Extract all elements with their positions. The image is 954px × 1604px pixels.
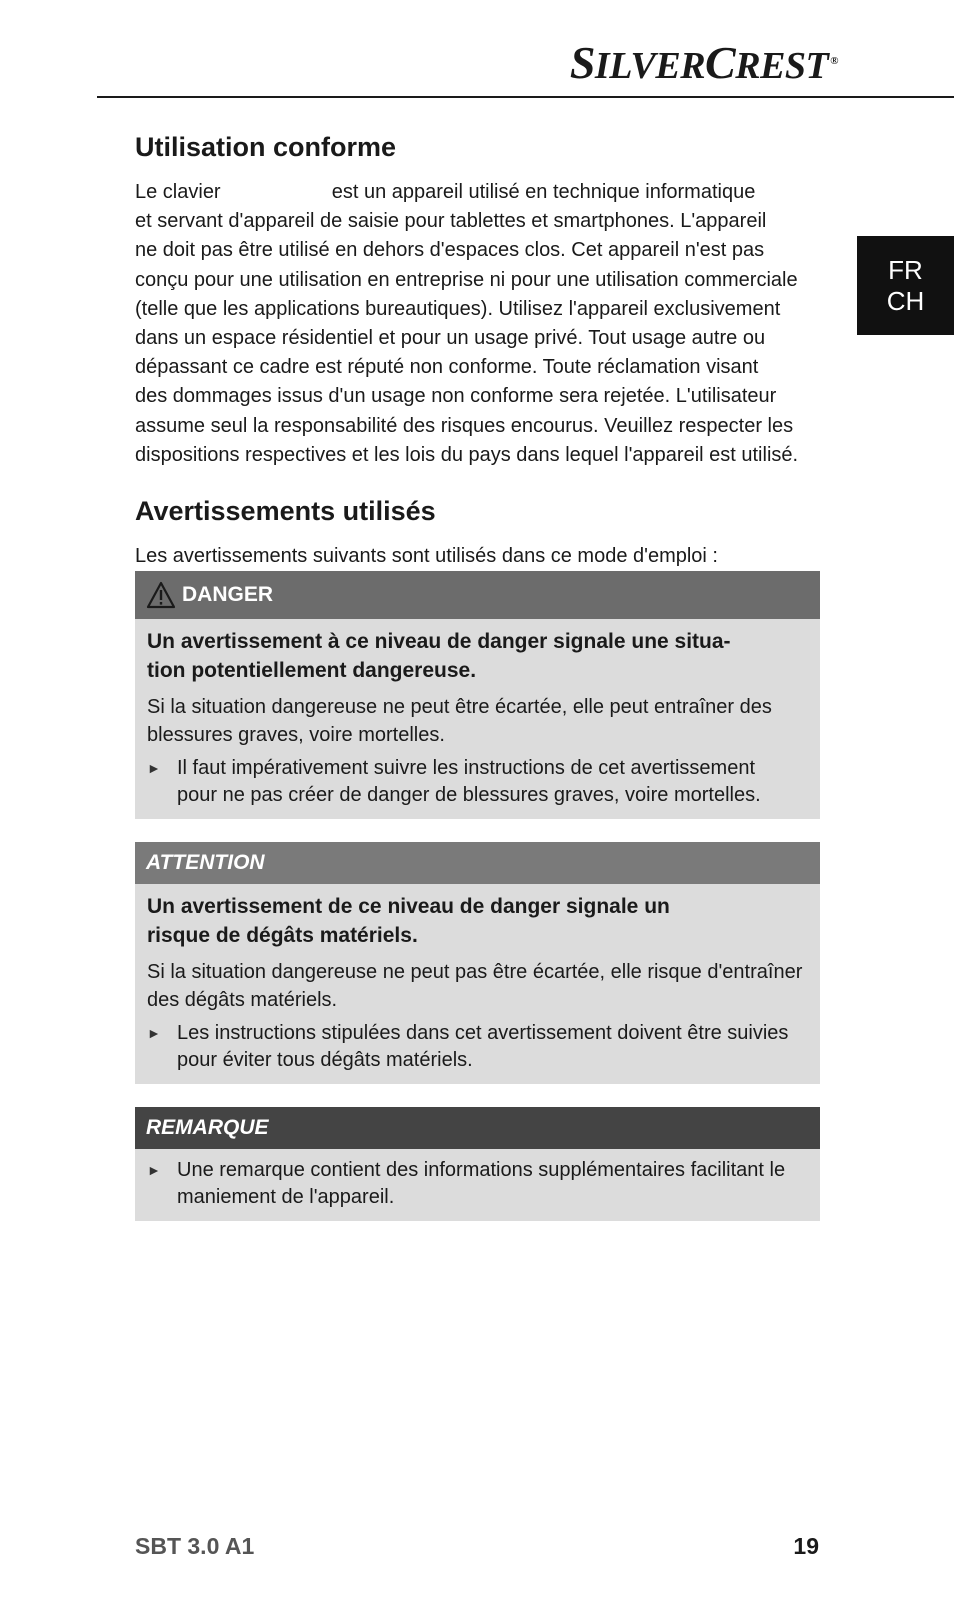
warning-triangle-icon xyxy=(146,581,176,609)
danger-heading: DANGER xyxy=(182,583,274,607)
right-pointer-icon: ► xyxy=(147,1162,161,1179)
language-tab xyxy=(857,236,954,335)
remark-heading: REMARQUE xyxy=(146,1116,269,1140)
section-title-warnings: Avertissements utilisés xyxy=(135,496,436,527)
attention-text: Si la situation dangereuse ne peut pas être écartée, elle risque d'entraîner des dégâts matériels. xyxy=(147,961,803,1012)
danger-text: Si la situation dangereuse ne peut être écartée, elle peut entraîner des blessures graves, voire mortelles. xyxy=(147,696,772,747)
danger-bullet: ► Il faut impérativement suivre les instructions de cet avertissement pour ne pas créer de danger de blessures graves, voire mortelles. xyxy=(147,755,808,813)
attention-box xyxy=(135,842,820,1084)
language-tab-line1: FR xyxy=(888,254,923,285)
page-number: 19 xyxy=(793,1533,819,1559)
danger-box-header xyxy=(135,571,820,619)
right-pointer-icon: ► xyxy=(147,1025,161,1042)
attention-heading: ATTENTION xyxy=(146,851,265,875)
intended-use-paragraph: Le clavier est un appareil utilisé en technique informatique et servant d'appareil de saisie pour tablettes et smartphones. L'appareil ne doit pas être utilisé en dehors d'espaces clos. Cet appareil n'est pas conçu pour une utilisation en entreprise ni pour une utilisation commerciale (telle que les applications bureautiques). Utilisez l'appareil exclusivement dans un espace résidentiel et pour un usage privé. Tout usage autre ou dépassant ce cadre est réputé non conforme. Toute réclamation visant des dommages issus d'un usage non conforme sera rejetée. L'utilisateur assume seul la responsabilité des risques encourus. Veuillez respecter les dispositions respectives et les lois du pays dans lequel l'appareil est utilisé. xyxy=(135,181,799,466)
attention-lead: Un avertissement de ce niveau de danger signale un risque de dégâts matériels. xyxy=(147,895,670,948)
danger-box xyxy=(135,571,820,819)
page-content xyxy=(135,130,820,1244)
section-title-intended-use: Utilisation conforme xyxy=(135,132,397,162)
attention-box-header xyxy=(135,842,820,884)
brand-logo: SILVERCREST ® xyxy=(569,37,838,88)
remark-box-header xyxy=(135,1107,820,1149)
attention-bullet: ► Les instructions stipulées dans cet avertissement doivent être suivies pour éviter tous dégâts matériels. xyxy=(147,1020,808,1078)
header-divider xyxy=(97,96,954,98)
danger-lead: Un avertissement à ce niveau de danger signale une situa- tion potentiellement dangereuse. xyxy=(147,630,731,683)
right-pointer-icon: ► xyxy=(147,760,161,777)
language-tab-line2: CH xyxy=(886,285,925,316)
footer-model: SBT 3.0 A1 xyxy=(135,1533,255,1559)
remark-box xyxy=(135,1107,820,1221)
remark-bullet: ► Une remarque contient des informations supplémentaires facilitant le maniement de l'appareil. xyxy=(147,1157,808,1215)
warnings-intro: Les avertissements suivants sont utilisés dans ce mode d'emploi : xyxy=(135,545,718,568)
